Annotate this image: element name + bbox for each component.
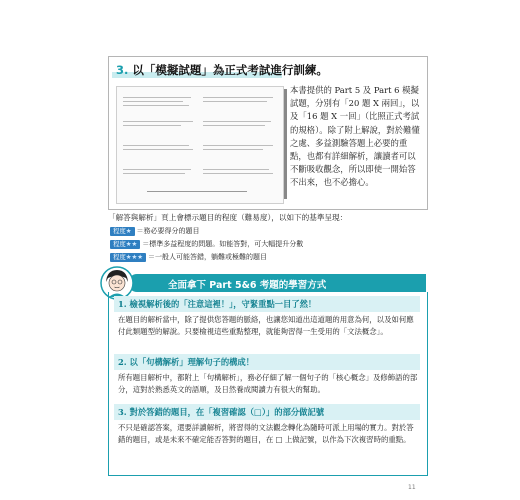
level-tag: 程度★★ xyxy=(110,240,140,249)
tip-3-header: 3. 對於答錯的題目，在「複習確認（□）」的部分做記號 xyxy=(114,404,420,420)
text-line xyxy=(123,121,193,122)
tip-1-body: 在題目的解析當中，除了提供您答題的脈絡，也讓您知道出這道題的用意為何，以及如何應付此類題型的解說。只要檢視這些重點整理，就能夠習得一生受用的「文法概念」。 xyxy=(118,315,414,337)
level-tag: 程度★★★ xyxy=(110,253,146,262)
text-line xyxy=(203,125,265,126)
text-line xyxy=(123,169,191,170)
tip-1-header: 1. 檢視解析後的「注意這裡！」，守緊重點一目了然！ xyxy=(114,296,420,312)
text-line xyxy=(203,121,271,122)
text-line xyxy=(203,169,269,170)
text-line xyxy=(203,97,273,98)
text-line xyxy=(123,149,193,150)
section3-title xyxy=(116,62,328,78)
section3-description: 本書提供的 Part 5 及 Part 6 模擬試題，分別有「20 題 X 兩回」，以及「16 題 X 一回」（比照正式考試的規格）。除了附上解說，對於難懂之處、多益測驗答題上必要的重點，也都有詳細解析，讓讀者可以不斷吸收觀念，所以即使一開始答不出來，也不必擔心。 xyxy=(290,85,420,188)
strategy-banner xyxy=(128,274,426,292)
section3-title-text: 以「模擬試題」為正式考試進行訓練。 xyxy=(128,63,328,77)
tip-2-header: 2. 以「句構解析」理解句子的構成！ xyxy=(114,354,420,370)
text-line xyxy=(203,145,273,146)
divider xyxy=(147,191,247,192)
difficulty-intro: 「解答與解析」頁上會標示題目的程度（難易度），以如下的基準呈現： xyxy=(108,213,348,222)
page-edge xyxy=(284,89,287,199)
tip-3-body: 不只是確認答案，還要詳讀解析，將習得的文法觀念轉化為隨時可派上用場的實力。對於答錯的題目，或是未來不確定能否答對的題目，在 □ 上做記號，以作為下次複習時的重點。 xyxy=(118,423,414,445)
text-line xyxy=(123,173,185,174)
text-line xyxy=(123,101,183,102)
text-line xyxy=(123,125,181,126)
tip-2-body: 所有題目解析中，都附上「句構解析」，務必仔細了解一個句子的「核心概念」及修飾語的部分，這對於熟悉英文的語順，及日然養成閱讀力有很大的幫助。 xyxy=(118,373,418,395)
sample-test-page-image xyxy=(116,86,284,204)
level-1: 程度★ ＝務必要得分的題目 xyxy=(110,226,200,236)
level-3: 程度★★★ ＝一般人可能答錯，躺難或極難的題目 xyxy=(110,252,267,262)
text-line xyxy=(203,101,267,102)
level-2: 程度★★ ＝標準多益程度的問題。如能答對，可大幅提升分數 xyxy=(110,239,303,249)
text-line xyxy=(203,149,263,150)
text-line xyxy=(123,97,191,98)
section3-number: 3. xyxy=(116,63,129,77)
level-tag: 程度★ xyxy=(110,227,135,236)
text-line xyxy=(123,145,189,146)
text-line xyxy=(123,105,189,106)
page-number: 11 xyxy=(408,484,416,491)
text-line xyxy=(203,173,273,174)
section3-header xyxy=(112,62,422,80)
banner-title: 全面拿下 Part 5&6 考題的學習方式 xyxy=(168,280,327,291)
